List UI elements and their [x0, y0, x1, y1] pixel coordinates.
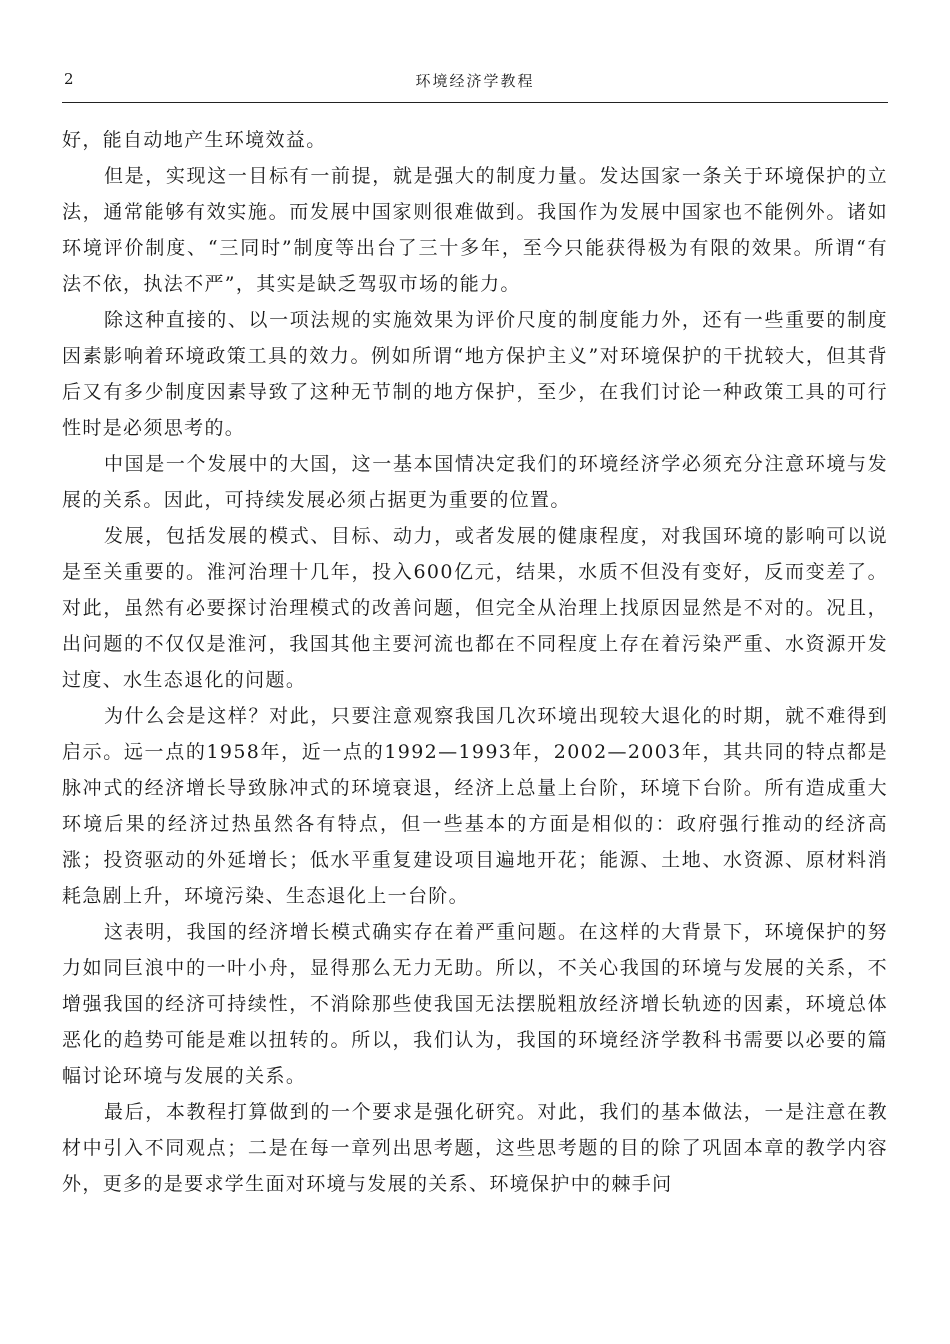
paragraph: 但是，实现这一目标有一前提，就是强大的制度力量。发达国家一条关于环境保护的立法，通常能够有效实施。而发展中国家则很难做到。我国作为发展中国家也不能例外。诸如环境评价制度、“三同时”制度等出台了三十多年，至今只能获得极为有限的效果。所谓“有法不依，执法不严”，其实是缺乏驾驭市场的能力。: [62, 165, 888, 295]
body-text: [62, 122, 888, 1202]
paragraph-continuation: 好，能自动地产生环境效益。: [62, 129, 327, 151]
running-title: 环境经济学教程: [415, 72, 535, 90]
paragraph: 最后，本教程打算做到的一个要求是强化研究。对此，我们的基本做法，一是注意在教材中引入不同观点；二是在每一章列出思考题，这些思考题的目的除了巩固本章的教学内容外，更多的是要求学生面对环境与发展的关系、环境保护中的棘手问: [62, 1101, 888, 1195]
paragraph: 除这种直接的、以一项法规的实施效果为评价尺度的制度能力外，还有一些重要的制度因素影响着环境政策工具的效力。例如所谓“地方保护主义”对环境保护的干扰较大，但其背后又有多少制度因素导致了这种无节制的地方保护，至少，在我们讨论一种政策工具的可行性时是必须思考的。: [62, 309, 888, 439]
paragraph: 中国是一个发展中的大国，这一基本国情决定我们的环境经济学必须充分注意环境与发展的关系。因此，可持续发展必须占据更为重要的位置。: [62, 453, 888, 511]
page-number: 2: [64, 70, 74, 88]
paragraph: 发展，包括发展的模式、目标、动力，或者发展的健康程度，对我国环境的影响可以说是至关重要的。淮河治理十几年，投入600亿元，结果，水质不但没有变好，反而变差了。对此，虽然有必要探讨治理模式的改善问题，但完全从治理上找原因显然是不对的。况且，出问题的不仅仅是淮河，我国其他主要河流也都在不同程度上存在着污染严重、水资源开发过度、水生态退化的问题。: [62, 525, 888, 691]
page-header: [62, 68, 888, 103]
paragraph: 为什么会是这样？对此，只要注意观察我国几次环境出现较大退化的时期，就不难得到启示。远一点的1958年，近一点的1992—1993年，2002—2003年，其共同的特点都是脉冲式的经济增长导致脉冲式的环境衰退，经济上总量上台阶，环境下台阶。所有造成重大环境后果的经济过热虽然各有特点，但一些基本的方面是相似的：政府强行推动的经济高涨；投资驱动的外延增长；低水平重复建设项目遍地开花；能源、土地、水资源、原材料消耗急剧上升，环境污染、生态退化上一台阶。: [62, 705, 888, 907]
paragraph: 这表明，我国的经济增长模式确实存在着严重问题。在这样的大背景下，环境保护的努力如同巨浪中的一叶小舟，显得那么无力无助。所以，不关心我国的环境与发展的关系，不增强我国的经济可持续性，不消除那些使我国无法摆脱粗放经济增长轨迹的因素，环境总体恶化的趋势可能是难以扭转的。所以，我们认为，我国的环境经济学教科书需要以必要的篇幅讨论环境与发展的关系。: [62, 921, 888, 1087]
